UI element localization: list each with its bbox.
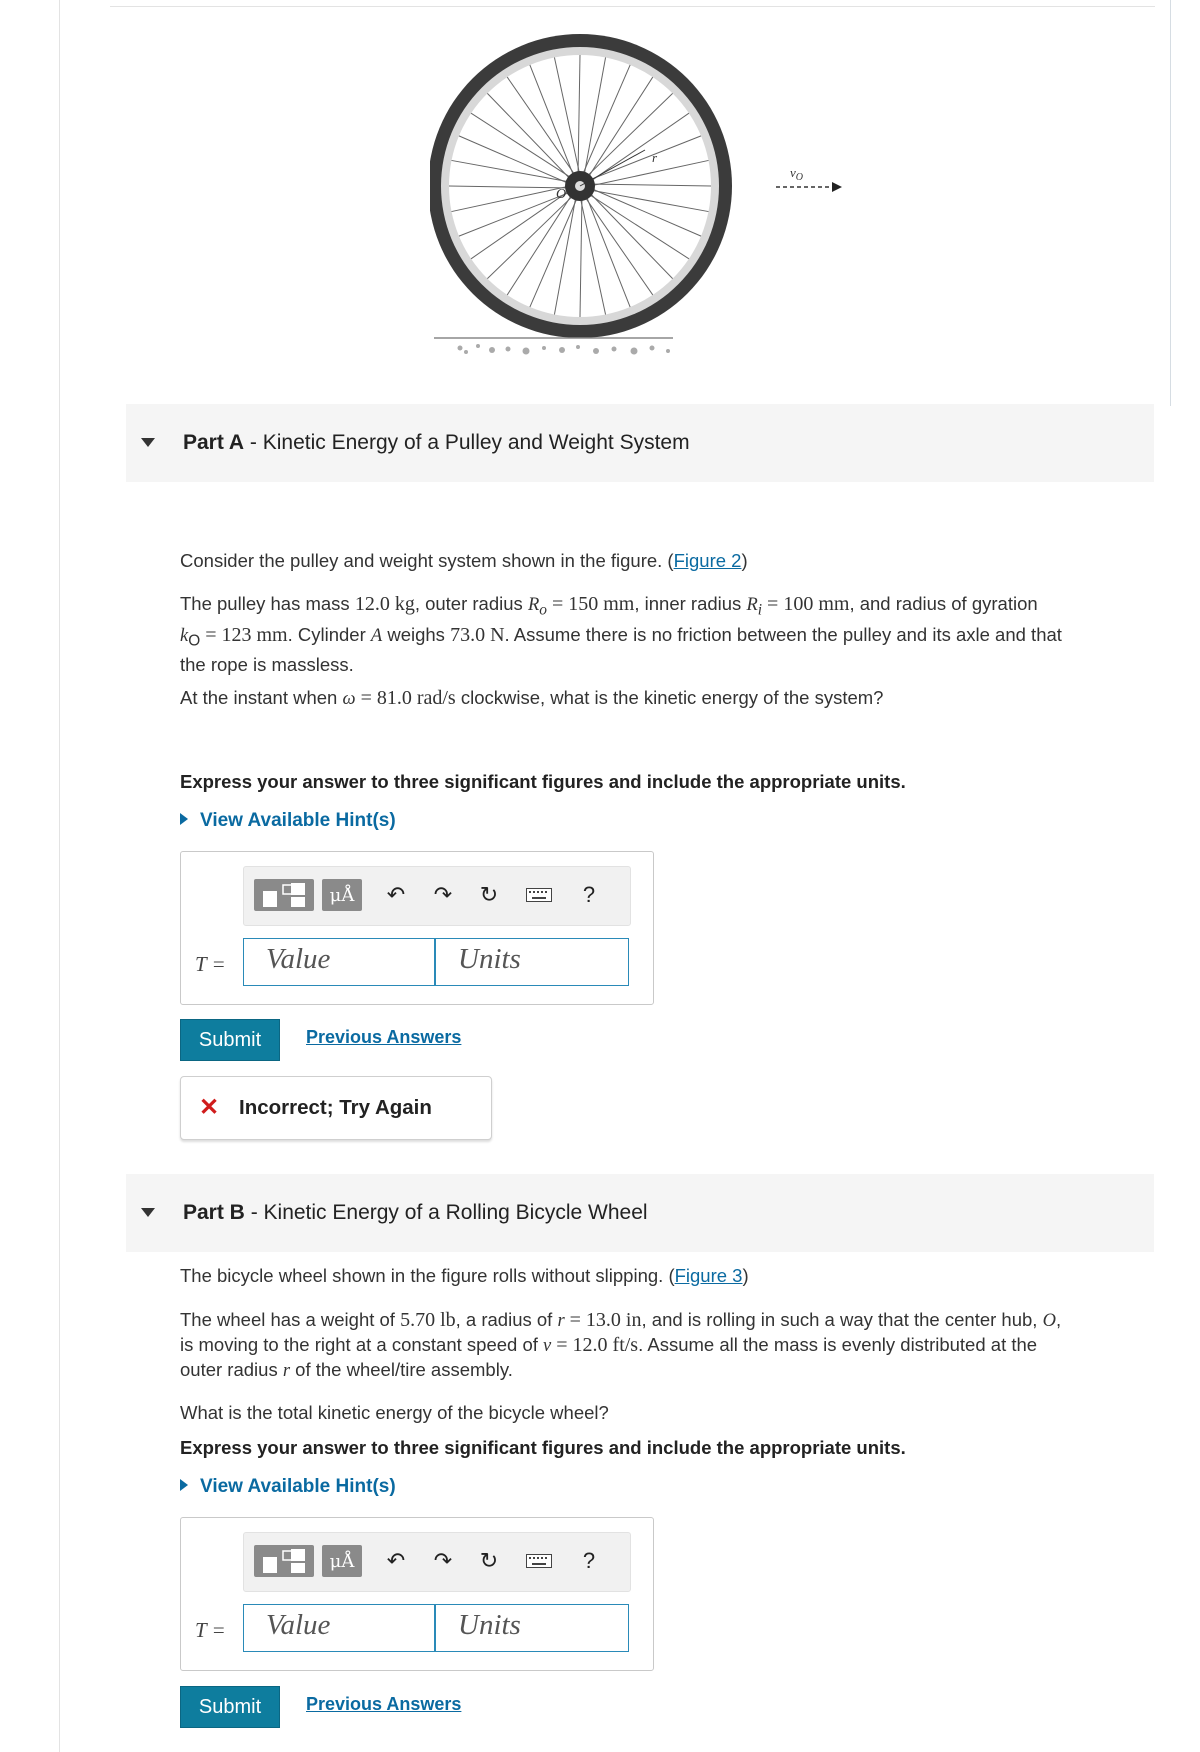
units-mu-icon[interactable]: μÅ (322, 879, 362, 911)
units-mu-icon[interactable]: μÅ (322, 1545, 362, 1577)
part-b-hint-toggle[interactable]: View Available Hint(s) (180, 1476, 396, 1498)
value-input[interactable]: Value (243, 938, 435, 986)
bicycle-wheel-figure (430, 30, 850, 380)
part-a-instructions: Express your answer to three significant figures and include the appropriate units. (180, 771, 906, 792)
collapse-caret-icon[interactable] (141, 438, 155, 447)
part-b-intro: The bicycle wheel shown in the figure rolls without slipping. (Figure 3) (180, 1265, 749, 1286)
velocity-arrow (776, 165, 842, 192)
part-a-hint-toggle[interactable]: View Available Hint(s) (180, 810, 396, 832)
fraction-template-icon[interactable] (254, 879, 314, 911)
undo-icon[interactable]: ↶ (386, 882, 406, 907)
part-b-header[interactable] (126, 1174, 1154, 1252)
part-a-title: Part A - Kinetic Energy of a Pulley and Weight System (183, 431, 690, 454)
math-toolbar (243, 866, 631, 926)
part-b-answer-box (180, 1517, 654, 1671)
svg-text:vO: $v_O$ (790, 165, 804, 183)
reset-icon[interactable]: ↻ (479, 1548, 499, 1573)
units-input[interactable]: Units (435, 938, 629, 986)
previous-answers-link[interactable]: Previous Answers (306, 1027, 462, 1047)
keyboard-icon[interactable] (522, 879, 556, 911)
figure-panel-border (1170, 0, 1171, 406)
part-b-title: Part B - Kinetic Energy of a Rolling Bicycle Wheel (183, 1201, 648, 1224)
page-left-border (59, 0, 60, 1752)
expand-arrow-icon (180, 813, 188, 825)
part-a-intro: Consider the pulley and weight system shown in the figure. (Figure 2) (180, 550, 748, 571)
value-input[interactable]: Value (243, 1604, 435, 1652)
expand-arrow-icon (180, 1479, 188, 1491)
fraction-template-icon[interactable] (254, 1545, 314, 1577)
error-x-icon: ✕ (199, 1094, 220, 1121)
redo-icon[interactable]: ↷ (433, 882, 453, 907)
part-b-problem-text: The wheel has a weight of 5.70 lb, a radius of r = 13.0 in, and is rolling in such a way that the center hub, O, is moving to the right at a constant speed of v = 12.0 ft/s. Assume all the mass is evenly distributed at the outer radius r of the wheel/tire assembly. (180, 1309, 1062, 1381)
t-variable-label: T = (195, 952, 226, 976)
undo-icon[interactable]: ↶ (386, 1548, 406, 1573)
redo-icon[interactable]: ↷ (433, 1548, 453, 1573)
submit-button[interactable]: Submit (180, 1686, 280, 1728)
units-input[interactable]: Units (435, 1604, 629, 1652)
feedback-incorrect (180, 1076, 492, 1140)
math-toolbar (243, 1532, 631, 1592)
part-a-header[interactable] (126, 404, 1154, 482)
help-icon[interactable]: ? (582, 1548, 596, 1573)
figure-3-link[interactable]: Figure 3 (674, 1265, 743, 1286)
top-divider (110, 6, 1155, 7)
part-b-instructions: Express your answer to three significant figures and include the appropriate units. (180, 1437, 906, 1458)
reset-icon[interactable]: ↻ (479, 882, 499, 907)
ground-surface (434, 338, 673, 355)
hub-label: O (556, 187, 567, 202)
collapse-caret-icon[interactable] (141, 1208, 155, 1217)
part-a-problem-text: The pulley has mass 12.0 kg, outer radius $R_o = 150$ mm, inner radius $R_i = 100$ mm, and radius of gyration $k_O = 123$ mm. Cylinder A weighs 73.0 N. Assume there is no friction between the pulley and its axle and that the rope is massless. (180, 593, 1062, 676)
part-b-question: What is the total kinetic energy of the bicycle wheel? (180, 1402, 609, 1423)
previous-answers-link[interactable]: Previous Answers (306, 1694, 462, 1714)
keyboard-icon[interactable] (522, 1545, 556, 1577)
figure-2-link[interactable]: Figure 2 (673, 550, 742, 571)
submit-button[interactable]: Submit (180, 1019, 280, 1061)
part-a-answer-box (180, 851, 654, 1005)
help-icon[interactable]: ? (582, 882, 596, 907)
part-a-question: At the instant when ω = 81.0 rad/s clockwise, what is the kinetic energy of the system? (180, 687, 884, 709)
radius-label: r (652, 150, 658, 165)
t-variable-label: T = (195, 1618, 226, 1642)
feedback-text: Incorrect; Try Again (239, 1096, 432, 1119)
